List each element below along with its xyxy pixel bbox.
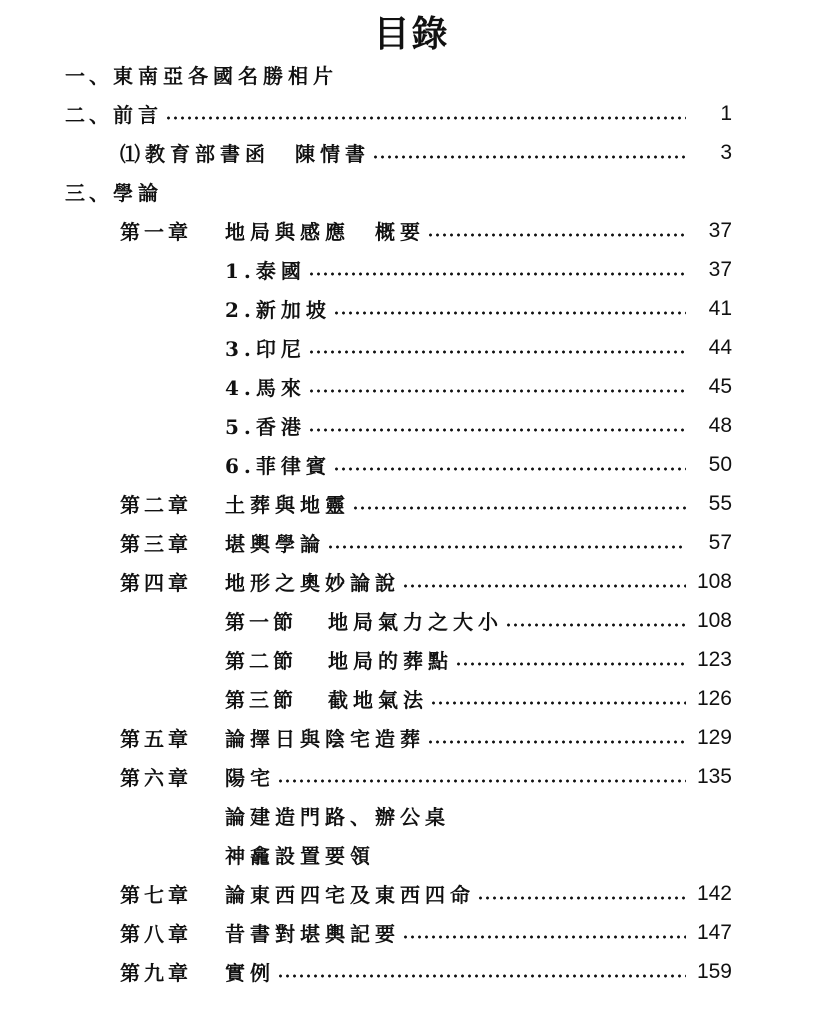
toc-entry-label: 2.新加坡 [225,298,331,322]
toc-entry-label: 地形之奧妙論說 [225,571,400,595]
dot-leader [308,428,686,432]
toc-entry [0,250,823,289]
dot-leader [308,350,686,354]
toc-entry-label: 土葬與地靈 [225,493,350,517]
toc-entry [0,796,823,835]
toc-entry-label: 地局氣力之大小 [328,610,503,634]
dot-leader [505,623,686,627]
toc-entry [0,289,823,328]
toc-entry-page: 129 [696,725,732,749]
toc-entry [0,601,823,640]
toc-entry [0,172,823,211]
toc-entry-label: 前言 [113,103,163,127]
toc-entry-page: 37 [708,218,732,242]
toc-entry [0,133,823,172]
toc-entry [0,562,823,601]
toc-entry-label: 3.印尼 [225,337,306,361]
toc-entry-page: 45 [708,374,732,398]
toc-entry [0,718,823,757]
toc-entry-label: 堪輿學論 [225,532,325,556]
toc-entry-prefix: 第七章 [120,883,192,907]
toc-entry-label: 6.菲律賓 [225,454,331,478]
toc-entry-page: 1 [720,101,732,125]
dot-leader [333,467,686,471]
toc-entry-page: 147 [696,920,732,944]
toc-entry-label: 1.泰國 [225,259,306,283]
toc-entry-page: 126 [696,686,732,710]
dot-leader [427,740,686,744]
toc-entry-prefix: 第九章 [120,961,192,985]
toc-entry-prefix: 第三節 [225,688,297,712]
toc-entry-label: 地局的葬點 [328,649,453,673]
dot-leader [427,233,686,237]
dot-leader [430,701,686,705]
toc-entry-label: 5.香港 [225,415,306,439]
dot-leader [308,389,686,393]
toc-entry-prefix: 第一章 [120,220,192,244]
toc-entry-label: 論建造門路、辦公桌 [225,805,450,829]
dot-leader [308,272,686,276]
dot-leader [165,116,686,120]
toc-entry-prefix: 第八章 [120,922,192,946]
dot-leader [455,662,686,666]
toc-entry [0,952,823,991]
toc-entry-page: 159 [696,959,732,983]
toc-entry-page: 142 [696,881,732,905]
toc-entry-page: 55 [708,491,732,515]
dot-leader [277,779,686,783]
toc-entry-label: 學論 [113,181,163,205]
toc-entry [0,211,823,250]
toc-entry [0,328,823,367]
toc-entry [0,640,823,679]
toc-entry [0,835,823,874]
toc-entry-label: 東南亞各國名勝相片 [113,64,338,88]
toc-entry-label: ⑴教育部書函 陳情書 [120,142,370,166]
toc-entry-page: 37 [708,257,732,281]
dot-leader [477,896,686,900]
toc-entry-page: 108 [696,608,732,632]
toc-entry-prefix: 第六章 [120,766,192,790]
toc-entry-page: 44 [708,335,732,359]
toc-entry-page: 3 [720,140,732,164]
table-of-contents [0,55,823,991]
toc-entry-prefix: 第四章 [120,571,192,595]
toc-entry-label: 昔書對堪輿記要 [225,922,400,946]
toc-entry-page: 123 [696,647,732,671]
toc-entry-page: 108 [696,569,732,593]
toc-entry [0,367,823,406]
toc-entry [0,55,823,94]
toc-entry-page: 41 [708,296,732,320]
toc-entry-label: 神龕設置要領 [225,844,375,868]
toc-entry-label: 地局與感應 概要 [225,220,425,244]
dot-leader [372,155,686,159]
toc-entry-label: 截地氣法 [328,688,428,712]
toc-entry-page: 48 [708,413,732,437]
toc-entry-label: 論擇日與陰宅造葬 [225,727,425,751]
page-title: 目錄 [373,14,450,55]
toc-entry-label: 陽宅 [225,766,275,790]
toc-entry-prefix: 一、 [65,64,113,88]
toc-entry-prefix: 第二節 [225,649,297,673]
toc-entry-prefix: 第一節 [225,610,297,634]
toc-entry [0,913,823,952]
toc-entry-prefix: 三、 [65,181,113,205]
toc-entry [0,445,823,484]
toc-entry-page: 50 [708,452,732,476]
toc-entry-label: 實例 [225,961,275,985]
toc-entry-page: 57 [708,530,732,554]
toc-entry-prefix: 第三章 [120,532,192,556]
toc-entry-prefix: 第五章 [120,727,192,751]
dot-leader [402,584,686,588]
toc-entry [0,874,823,913]
dot-leader [333,311,686,315]
toc-entry-label: 4.馬來 [225,376,306,400]
toc-entry [0,679,823,718]
toc-entry-prefix: 第二章 [120,493,192,517]
dot-leader [352,506,686,510]
toc-entry [0,406,823,445]
dot-leader [402,935,686,939]
toc-entry [0,484,823,523]
toc-entry [0,523,823,562]
toc-entry-page: 135 [696,764,732,788]
dot-leader [327,545,686,549]
dot-leader [277,974,686,978]
toc-entry [0,757,823,796]
toc-entry [0,94,823,133]
toc-entry-prefix: 二、 [65,103,113,127]
toc-entry-label: 論東西四宅及東西四命 [225,883,475,907]
